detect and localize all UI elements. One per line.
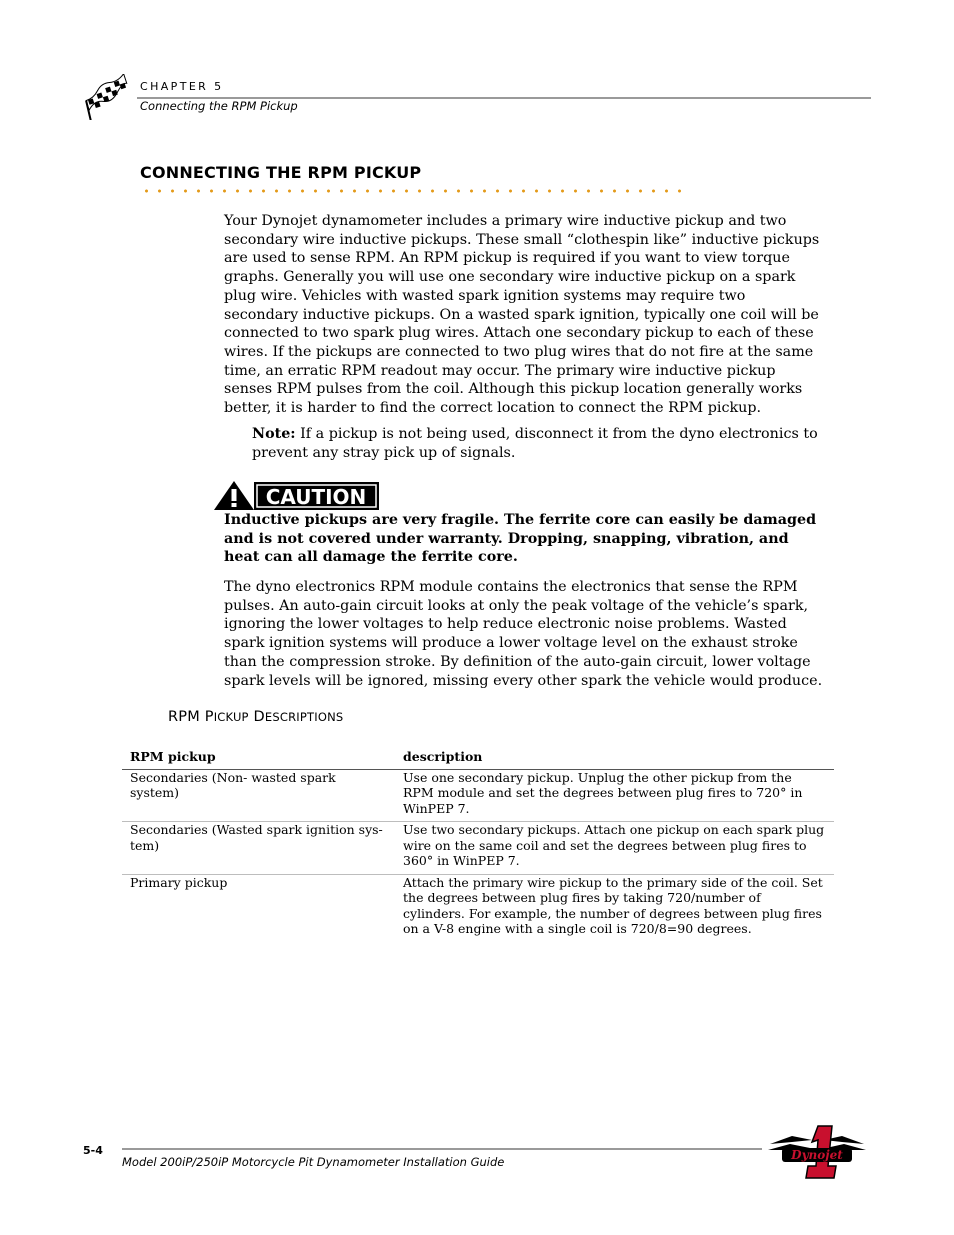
dynojet-logo-text: Dynojet (791, 1148, 843, 1162)
rpm-pickup-table (122, 748, 834, 942)
caution-label: CAUTION (265, 485, 367, 509)
subsection-title-part: D (248, 709, 265, 725)
note-label: Note: (252, 426, 296, 442)
subsection-title-part: ESCRIPTIONS (264, 710, 344, 724)
chapter-label: CHAPTER 5 (140, 80, 224, 93)
note-text: If a pickup is not being used, disconnect it from the dyno electronics to prevent any stray pick up of signals. (252, 426, 818, 461)
subsection-title-part: ICKUP (213, 710, 249, 724)
footer-guide-title: Model 200iP/250iP Motorcycle Pit Dynamometer Installation Guide (122, 1155, 505, 1169)
table-cell: Primary pickup (130, 874, 228, 890)
subsection-title (168, 709, 343, 725)
rpm-module-paragraph: The dyno electronics RPM module contains the electronics that sense the RPM pulses. An auto-gain circuit looks at only the peak voltage of the vehicle’s spark, ignoring the lower voltages to help reduce electronic noise problems. Wasted spark ignition systems will produce a lower voltage level on the exhaust stroke than the compression stroke. By definition of the auto-gain circuit, lower voltage spark levels will be ignored, missing every other spark the vehicle would produce. (224, 579, 823, 689)
dotted-divider (140, 188, 686, 194)
subsection-title-part: RPM P (168, 709, 214, 725)
dynojet-logo (762, 1122, 872, 1182)
column-header: RPM pickup (122, 748, 395, 769)
footer-rule (122, 1148, 762, 1150)
section-title: CONNECTING THE RPM PICKUP (140, 163, 422, 182)
table-cell: Secondaries (Wasted spark ignition sys- tem) (122, 822, 395, 875)
table-cell: Use one secondary pickup. Unplug the other pickup from the RPM module and set the degrees between plug fires to 720° in WinPEP 7. (395, 769, 834, 822)
note-paragraph (252, 425, 822, 462)
caution-banner (214, 481, 380, 510)
table-row (122, 874, 834, 942)
table-row (122, 822, 834, 875)
table-cell: Secondaries (Non- wasted spark system) (122, 769, 395, 822)
checkered-flag-icon (80, 74, 134, 120)
caution-text: Inductive pickups are very fragile. The ferrite core can easily be damaged and is not covered under warranty. Dropping, snapping, vibration, and heat can all damage the ferrite core. (224, 512, 817, 566)
table-row (122, 769, 834, 822)
chapter-subtitle: Connecting the RPM Pickup (140, 99, 298, 113)
page-number: 5-4 (83, 1144, 103, 1157)
intro-paragraph: Your Dynojet dynamometer includes a primary wire inductive pickup and two secondary wire inductive pickups. These small “clothespin like” inductive pickups are used to sense RPM. An RPM pickup is required if you want to view torque graphs. Generally you will use one secondary wire inductive pickup on a spark plug wire. Vehicles with wasted spark ignition systems may require two secondary inductive pickups. On a wasted spark ignition, typically one coil will be connected to two spark plug wires. Attach one secondary pickup to each of these wires. If the pickups are connected to two plug wires that do not fire at the same time, an erratic RPM readout may occur. The primary wire inductive pickup senses RPM pulses from the coil. Although this pickup location generally works better, it is harder to find the correct location to connect the RPM pickup. (224, 213, 820, 417)
column-header: description (395, 748, 834, 769)
table-header-row (122, 748, 834, 769)
table-cell: Use two secondary pickups. Attach one pickup on each spark plug wire on the same coil and set the degrees between plug fires to 360° in WinPEP 7. (395, 822, 834, 875)
table-cell: Attach the primary wire pickup to the primary side of the coil. Set the degrees between plug fires by taking 720/number of cylinders. For example, the number of degrees between plug fires on a V-8 engine with a single coil is 720/8=90 degrees. (403, 874, 823, 936)
